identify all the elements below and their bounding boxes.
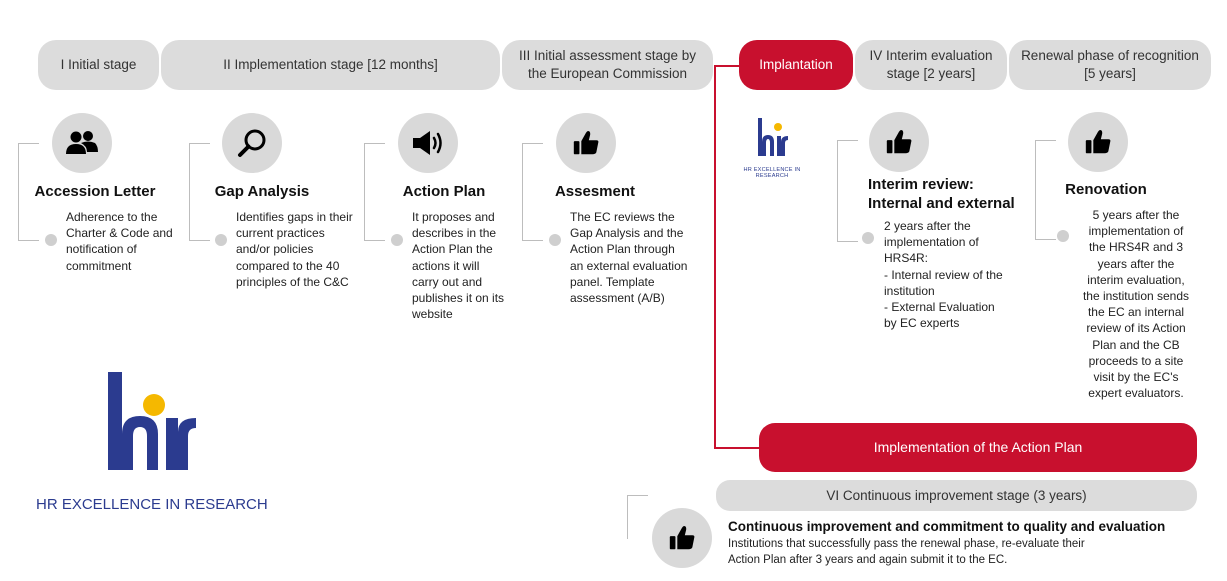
logo-text-small: HR EXCELLENCE IN RESEARCH [743,167,801,179]
continuous-desc-line: Institutions that successfully pass the renewal phase, re-evaluate their [728,538,1085,550]
thumbs-up-icon [869,112,929,172]
thumbs-up-icon [652,508,712,568]
continuous-title: Continuous improvement and commitment to quality and evaluation [728,519,1166,534]
continuous-desc [728,537,1208,568]
step-title-assess: Assesment [554,183,636,200]
bracket [837,140,858,242]
step-desc-gap: Identifies gaps in their current practices and/or policies compared to the 40 principles of the C&C [236,210,353,289]
step-title-action: Action Plan [402,183,486,200]
step-desc-assess: The EC reviews the Gap Analysis and the Action Plan through an external evaluation panel. Template assessment (A/B) [570,210,688,305]
step-desc-accession: Adherence to the Charter & Code and notification of commitment [66,210,173,273]
stage-interim-evaluation: IV Interim evaluation stage [2 years] [855,40,1007,90]
stage-continuous-improvement: VI Continuous improvement stage (3 years) [716,480,1197,511]
stage-renewal: Renewal phase of recognition [5 years] [1009,40,1211,90]
logo-text-large: HR EXCELLENCE IN RESEARCH [36,496,268,513]
thumbs-up-icon [556,113,616,173]
step-desc-interim [884,218,1004,331]
bullet-dot [45,234,57,246]
stage-implementation: II Implementation stage [12 months] [161,40,500,90]
thumbs-up-icon [1068,112,1128,172]
interim-desc-line: 2 years after the implementation of HRS4R: [884,219,979,266]
users-icon [52,113,112,173]
bracket [627,495,648,539]
step-title-interim: Interim review: Internal and external [868,176,1015,212]
step-title-gap: Gap Analysis [214,183,310,200]
bullet-dot [215,234,227,246]
step-title-renovation: Renovation [1065,181,1147,198]
interim-desc-line: - Internal review of the institution [884,267,1003,298]
bullet-dot [862,232,874,244]
hr-logo-small [728,112,816,178]
implantation-connector-bottom [714,447,760,449]
magnifier-icon [222,113,282,173]
step-desc-action: It proposes and describes in the Action Plan the actions it will carry out and publishes it on its website [412,210,505,322]
implantation-connector-vertical [714,65,716,448]
bullet-dot [1057,230,1069,242]
megaphone-icon [398,113,458,173]
bullet-dot [549,234,561,246]
step-title-accession: Accession Letter [34,183,156,200]
interim-desc-line: - External Evaluation by EC experts [884,299,995,331]
step-desc-renovation: 5 years after the implementation of the HRS4R and 3 years after the interim evaluation, the institution sends the EC an internal review of its Action Plan and the CB proceeds to a site visit by the EC's expert evaluators. [1082,208,1190,401]
implementation-bar: Implementation of the Action Plan [759,423,1197,472]
continuous-desc-line: Action Plan after 3 years and again submit it to the EC. [728,553,1008,566]
hr-logo-large [36,368,268,518]
stage-initial-assessment: III Initial assessment stage by the European Commission [502,40,713,90]
stage-implantation: Implantation [739,40,853,90]
implantation-connector-top [714,65,740,67]
stage-initial: I Initial stage [38,40,159,90]
bullet-dot [391,234,403,246]
